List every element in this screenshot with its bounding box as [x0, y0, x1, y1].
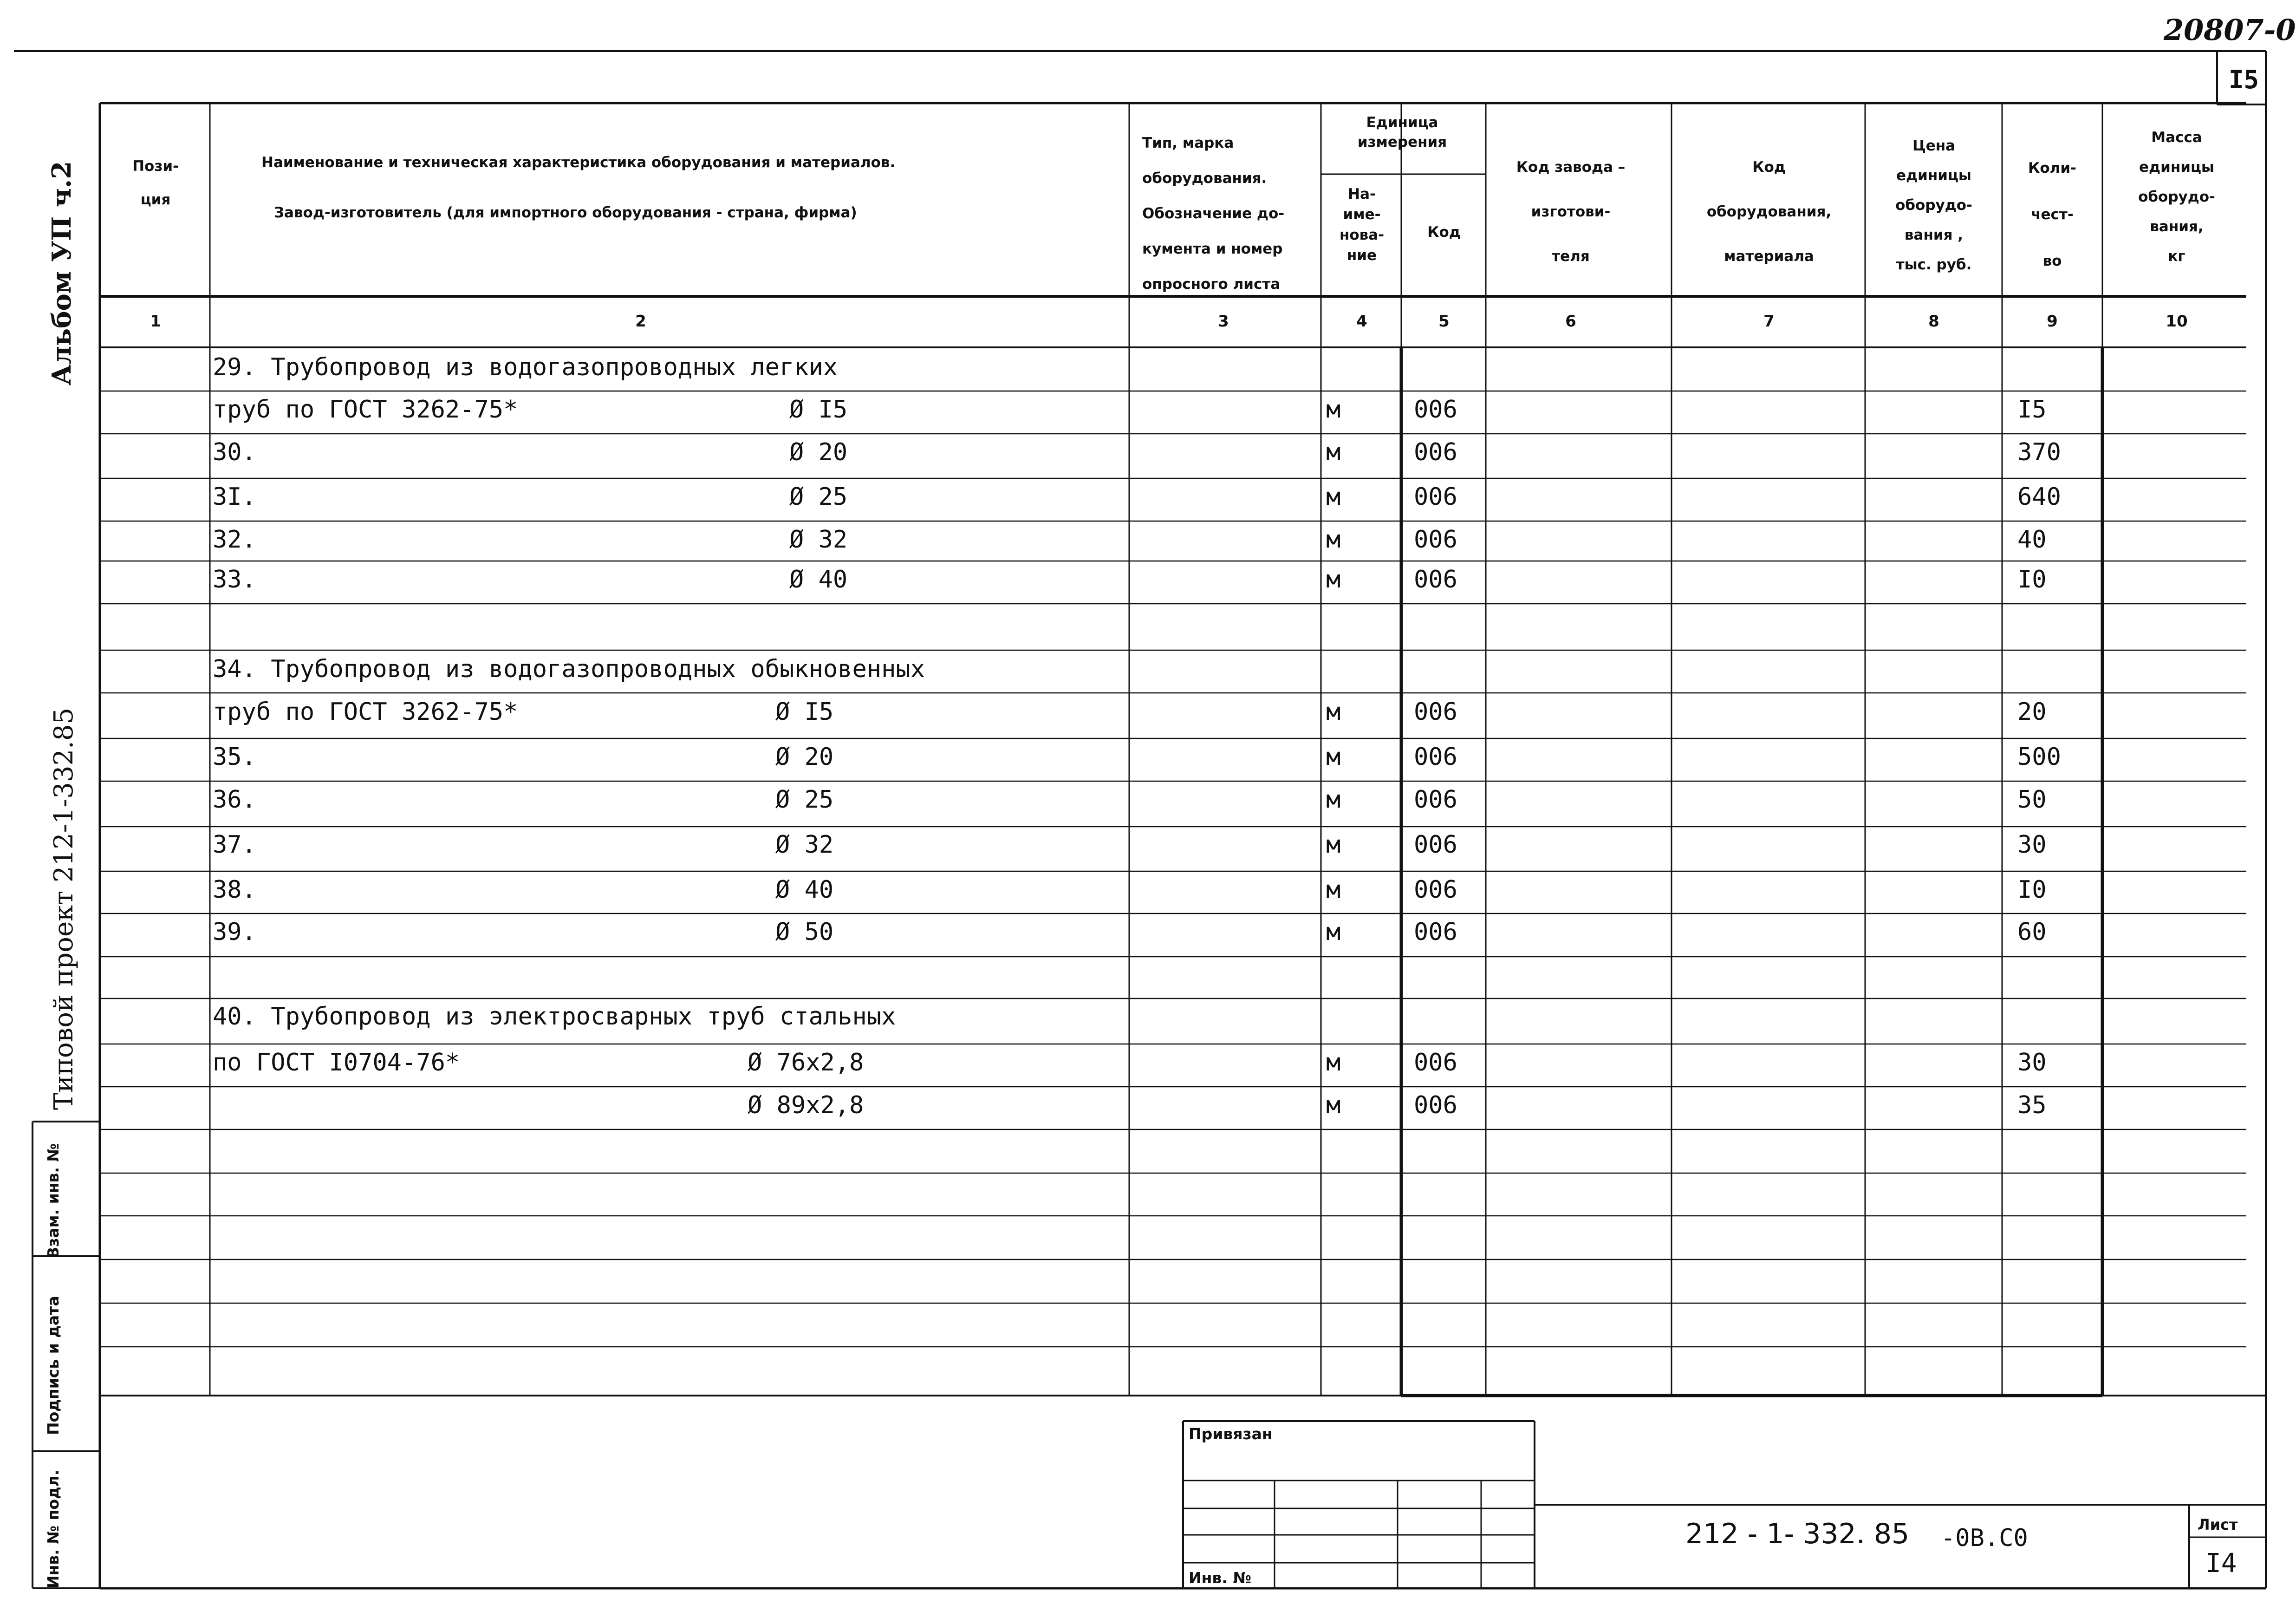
- row-code: 006: [1414, 566, 1457, 594]
- stamp-privyazan: Привязан: [1189, 1425, 1273, 1443]
- row-size: Ø 32: [775, 831, 834, 859]
- row-unit: м: [1326, 483, 1341, 511]
- header-unit-name: На- име- нова- ние: [1339, 186, 1385, 264]
- row-unit: м: [1326, 743, 1341, 771]
- row-quantity: 370: [2017, 438, 2061, 466]
- row-code: 006: [1414, 1091, 1457, 1119]
- row-size: Ø 89x2,8: [748, 1091, 864, 1119]
- podpis-label: Подпись и дата: [44, 1296, 62, 1435]
- row-code: 006: [1414, 786, 1457, 814]
- row-name: 39.: [213, 918, 256, 946]
- col-number-5: 5: [1438, 312, 1450, 331]
- row-quantity: 40: [2017, 526, 2047, 554]
- row-name: 3I.: [213, 483, 256, 511]
- row-size: Ø 40: [789, 566, 848, 594]
- row-size: Ø I5: [789, 396, 848, 424]
- header-name-line2: Завод-изготовитель (для импортного оборудования - страна, фирма): [274, 204, 857, 221]
- row-code: 006: [1414, 396, 1457, 424]
- col-number-2: 2: [635, 312, 646, 331]
- row-code: 006: [1414, 918, 1457, 946]
- row-name: 40. Трубопровод из электросварных труб стальных: [213, 1003, 896, 1031]
- row-quantity: 30: [2017, 831, 2047, 859]
- row-code: 006: [1414, 438, 1457, 466]
- album-label: Альбом УП ч.2: [46, 161, 77, 385]
- row-size: Ø I5: [775, 698, 834, 726]
- row-size: Ø 50: [775, 918, 834, 946]
- row-unit: м: [1326, 396, 1341, 424]
- row-code: 006: [1414, 698, 1457, 726]
- stamp-list-number: I4: [2205, 1548, 2237, 1579]
- row-code: 006: [1414, 483, 1457, 511]
- header-equipment-code: Код оборудования, материала: [1706, 159, 1832, 265]
- col-number-10: 10: [2166, 312, 2188, 331]
- header-quantity: Коли- чест- во: [2028, 160, 2076, 269]
- row-unit: м: [1326, 918, 1341, 946]
- row-size: Ø 32: [789, 526, 848, 554]
- header-type: Тип, марка оборудования. Обозначение до- кумента и номер опросного листа: [1142, 135, 1285, 293]
- row-size: Ø 20: [789, 438, 848, 466]
- row-size: Ø 20: [775, 743, 834, 771]
- header-factory-code: Код завода – изготови- теля: [1516, 159, 1626, 265]
- col-number-6: 6: [1565, 312, 1576, 331]
- row-quantity: I5: [2017, 396, 2047, 424]
- row-name: труб по ГОСТ 3262-75*: [213, 698, 518, 726]
- row-size: Ø 40: [775, 876, 834, 904]
- row-size: Ø 25: [775, 786, 834, 814]
- row-code: 006: [1414, 1049, 1457, 1076]
- row-code: 006: [1414, 526, 1457, 554]
- row-name: 30.: [213, 438, 256, 466]
- col-number-7: 7: [1763, 312, 1775, 331]
- col-number-3: 3: [1218, 312, 1229, 331]
- row-unit: м: [1326, 1091, 1341, 1119]
- row-name: 29. Трубопровод из водогазопроводных легких: [213, 353, 838, 381]
- row-quantity: 500: [2017, 743, 2061, 771]
- stamp-inv-no: Инв. №: [1189, 1569, 1252, 1587]
- row-name: 36.: [213, 786, 256, 814]
- row-quantity: 640: [2017, 483, 2061, 511]
- row-name: 32.: [213, 526, 256, 554]
- vzam-inv-label: Взам. инв. №: [44, 1143, 62, 1259]
- col-number-9: 9: [2047, 312, 2058, 331]
- row-quantity: 30: [2017, 1049, 2047, 1076]
- sheet-id: 20807-0: [2164, 13, 2296, 47]
- row-name: 33.: [213, 566, 256, 594]
- row-quantity: 20: [2017, 698, 2047, 726]
- row-quantity: I0: [2017, 876, 2047, 904]
- project-label: Типовой проект 212-1-332.85: [49, 707, 79, 1110]
- row-unit: м: [1326, 438, 1341, 466]
- row-code: 006: [1414, 831, 1457, 859]
- row-unit: м: [1326, 1049, 1341, 1076]
- col-number-8: 8: [1928, 312, 1939, 331]
- row-name: 37.: [213, 831, 256, 859]
- header-unit-code: Код: [1427, 224, 1461, 241]
- row-quantity: 50: [2017, 786, 2047, 814]
- row-unit: м: [1326, 698, 1341, 726]
- row-unit: м: [1326, 786, 1341, 814]
- row-unit: м: [1326, 876, 1341, 904]
- row-quantity: 60: [2017, 918, 2047, 946]
- col-number-4: 4: [1356, 312, 1367, 331]
- header-name-line1: Наименование и техническая характеристика оборудования и материалов.: [261, 154, 896, 171]
- header-position: Пози- ция: [132, 158, 179, 208]
- row-quantity: I0: [2017, 566, 2047, 594]
- row-code: 006: [1414, 876, 1457, 904]
- stamp-list-label: Лист: [2198, 1516, 2238, 1533]
- sheet-page: I5: [2229, 65, 2259, 94]
- row-unit: м: [1326, 566, 1341, 594]
- row-size: Ø 25: [789, 483, 848, 511]
- header-mass: Масса единицы оборудо- вания, кг: [2138, 129, 2215, 265]
- col-number-1: 1: [150, 312, 161, 331]
- stamp-doc-suffix: -0В.С0: [1941, 1524, 2028, 1552]
- row-size: Ø 76x2,8: [748, 1049, 864, 1076]
- inv-podl-label: Инв. № подл.: [44, 1469, 62, 1588]
- header-price: Цена единицы оборудо- вания , тыс. руб.: [1895, 137, 1972, 273]
- row-quantity: 35: [2017, 1091, 2047, 1119]
- row-name: по ГОСТ I0704-76*: [213, 1049, 460, 1076]
- row-name: 38.: [213, 876, 256, 904]
- row-name: 34. Трубопровод из водогазопроводных обыкновенных: [213, 655, 925, 683]
- header-unit: Единица измерения: [1357, 114, 1447, 150]
- row-unit: м: [1326, 831, 1341, 859]
- row-name: труб по ГОСТ 3262-75*: [213, 396, 518, 424]
- row-code: 006: [1414, 743, 1457, 771]
- row-unit: м: [1326, 526, 1341, 554]
- row-name: 35.: [213, 743, 256, 771]
- stamp-doc-code: 212 - 1- 332. 85: [1685, 1518, 1910, 1550]
